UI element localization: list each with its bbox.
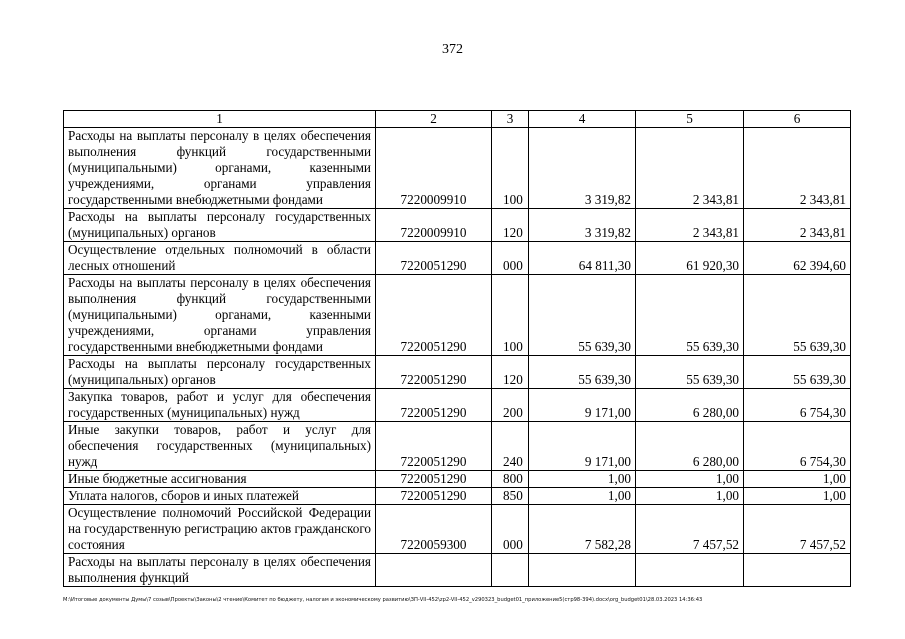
amount-year-1: 9 171,00 [529, 422, 636, 471]
target-item-code: 7220051290 [376, 275, 492, 356]
expense-type-code: 000 [492, 242, 529, 275]
table-row [64, 554, 851, 587]
table-header-row [64, 111, 851, 128]
amount-year-2: 6 280,00 [636, 389, 744, 422]
table-row [64, 422, 851, 471]
column-header: 6 [744, 111, 851, 128]
page-number: 372 [442, 42, 463, 57]
document-footer-path: M:\Итоговые документы Думы\7 созыв\Проекты\Законы\2 чтение\Комитет по бюджету, налогам и экономическому развитию\ЗП-VII-452\zp2-VII-452_v290323_budget01_приложение5(стр98-394).docx\org_budget01\28.03.2023 14:36:43 [63, 597, 703, 603]
amount-year-3: 2 343,81 [744, 209, 851, 242]
amount-year-2: 1,00 [636, 488, 744, 505]
amount-year-2 [636, 554, 744, 587]
amount-year-1: 9 171,00 [529, 389, 636, 422]
expense-type-code: 100 [492, 275, 529, 356]
amount-year-1 [529, 554, 636, 587]
table-row [64, 505, 851, 554]
target-item-code: 7220051290 [376, 471, 492, 488]
amount-year-1: 55 639,30 [529, 356, 636, 389]
expense-name: Осуществление полномочий Российской Федерации на государственную регистрацию актов гражданского состояния [64, 505, 376, 554]
amount-year-3: 2 343,81 [744, 128, 851, 209]
expense-type-code: 120 [492, 356, 529, 389]
table-row [64, 242, 851, 275]
amount-year-3: 62 394,60 [744, 242, 851, 275]
expense-name: Расходы на выплаты персоналу в целях обеспечения выполнения функций государственными (муниципальными) органами, казенными учреждениями, органами управления государственными внебюджетными фондами [64, 128, 376, 209]
amount-year-2: 6 280,00 [636, 422, 744, 471]
expense-type-code: 120 [492, 209, 529, 242]
budget-table [63, 110, 851, 587]
expense-type-code: 850 [492, 488, 529, 505]
amount-year-2: 61 920,30 [636, 242, 744, 275]
amount-year-3 [744, 554, 851, 587]
amount-year-2: 1,00 [636, 471, 744, 488]
table-row [64, 209, 851, 242]
expense-type-code [492, 554, 529, 587]
expense-type-code: 000 [492, 505, 529, 554]
expense-name: Иные закупки товаров, работ и услуг для обеспечения государственных (муниципальных) нужд [64, 422, 376, 471]
amount-year-3: 55 639,30 [744, 356, 851, 389]
expense-name: Расходы на выплаты персоналу в целях обеспечения выполнения функций [64, 554, 376, 587]
table-row [64, 128, 851, 209]
amount-year-1: 1,00 [529, 471, 636, 488]
amount-year-1: 7 582,28 [529, 505, 636, 554]
amount-year-2: 7 457,52 [636, 505, 744, 554]
amount-year-2: 2 343,81 [636, 209, 744, 242]
expense-name: Закупка товаров, работ и услуг для обеспечения государственных (муниципальных) нужд [64, 389, 376, 422]
column-header: 5 [636, 111, 744, 128]
expense-name: Расходы на выплаты персоналу государственных (муниципальных) органов [64, 209, 376, 242]
column-header: 1 [64, 111, 376, 128]
target-item-code: 7220009910 [376, 128, 492, 209]
amount-year-1: 64 811,30 [529, 242, 636, 275]
expense-type-code: 200 [492, 389, 529, 422]
table-row [64, 488, 851, 505]
amount-year-1: 3 319,82 [529, 128, 636, 209]
amount-year-3: 55 639,30 [744, 275, 851, 356]
amount-year-1: 55 639,30 [529, 275, 636, 356]
target-item-code [376, 554, 492, 587]
amount-year-2: 55 639,30 [636, 356, 744, 389]
target-item-code: 7220051290 [376, 488, 492, 505]
target-item-code: 7220051290 [376, 422, 492, 471]
table-row [64, 389, 851, 422]
expense-type-code: 800 [492, 471, 529, 488]
expense-name: Осуществление отдельных полномочий в области лесных отношений [64, 242, 376, 275]
table-row [64, 275, 851, 356]
expense-type-code: 240 [492, 422, 529, 471]
amount-year-1: 1,00 [529, 488, 636, 505]
column-header: 3 [492, 111, 529, 128]
column-header: 4 [529, 111, 636, 128]
amount-year-1: 3 319,82 [529, 209, 636, 242]
expense-type-code: 100 [492, 128, 529, 209]
amount-year-2: 55 639,30 [636, 275, 744, 356]
expense-name: Иные бюджетные ассигнования [64, 471, 376, 488]
target-item-code: 7220051290 [376, 242, 492, 275]
amount-year-3: 7 457,52 [744, 505, 851, 554]
target-item-code: 7220051290 [376, 389, 492, 422]
table-row [64, 471, 851, 488]
expense-name: Уплата налогов, сборов и иных платежей [64, 488, 376, 505]
target-item-code: 7220059300 [376, 505, 492, 554]
amount-year-3: 1,00 [744, 488, 851, 505]
amount-year-3: 6 754,30 [744, 389, 851, 422]
column-header: 2 [376, 111, 492, 128]
amount-year-3: 6 754,30 [744, 422, 851, 471]
target-item-code: 7220051290 [376, 356, 492, 389]
amount-year-2: 2 343,81 [636, 128, 744, 209]
expense-name: Расходы на выплаты персоналу государственных (муниципальных) органов [64, 356, 376, 389]
table-row [64, 356, 851, 389]
expense-name: Расходы на выплаты персоналу в целях обеспечения выполнения функций государственными (муниципальными) органами, казенными учреждениями, органами управления государственными внебюджетными фондами [64, 275, 376, 356]
target-item-code: 7220009910 [376, 209, 492, 242]
amount-year-3: 1,00 [744, 471, 851, 488]
